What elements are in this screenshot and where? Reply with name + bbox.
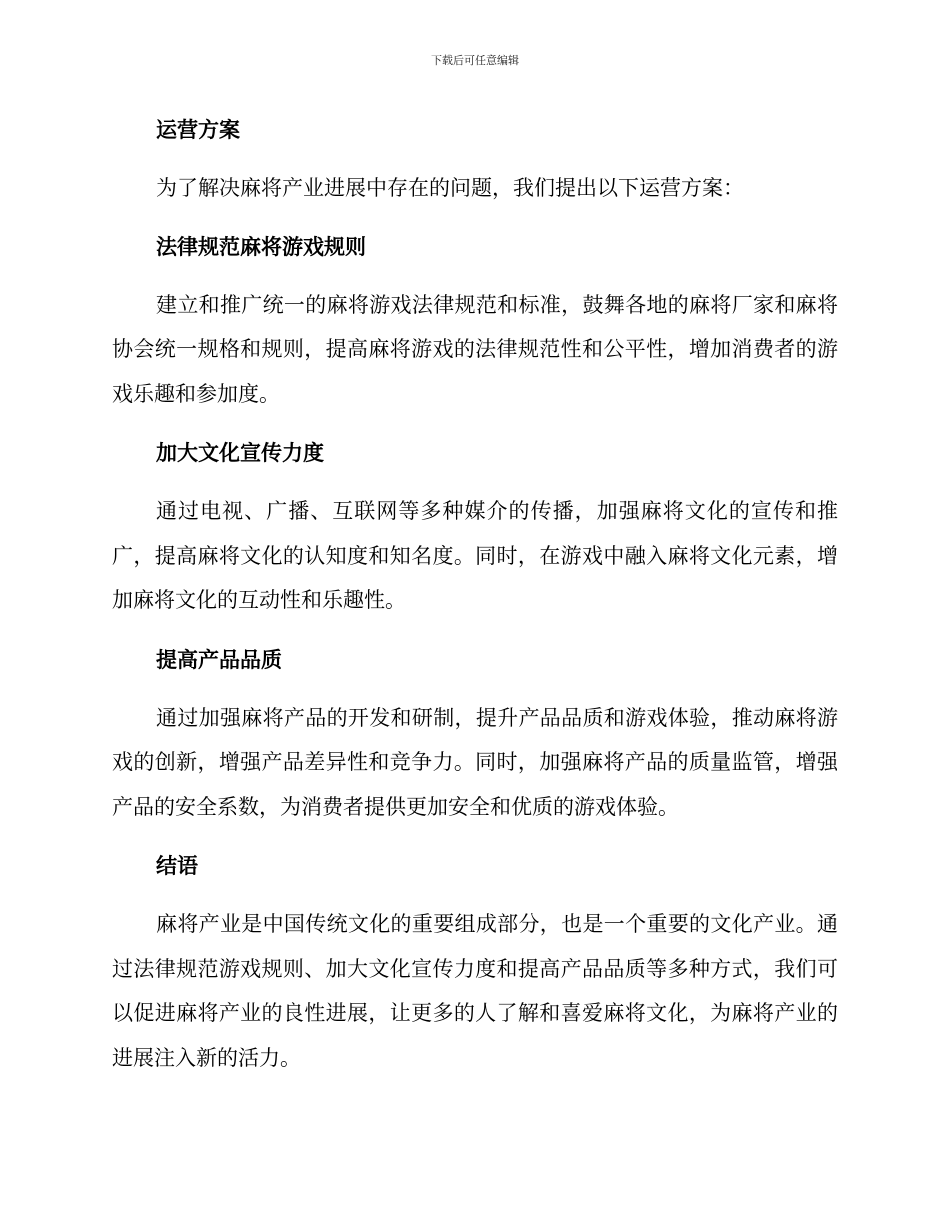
section-heading-product-quality: 提高产品品质 bbox=[156, 647, 282, 672]
intro-paragraph: 为了解决麻将产业进展中存在的问题，我们提出以下运营方案： bbox=[156, 176, 744, 200]
section-heading-legal-rules: 法律规范麻将游戏规则 bbox=[156, 234, 366, 259]
section-heading-conclusion: 结语 bbox=[156, 854, 198, 878]
section-body-product-quality: 通过加强麻将产品的开发和研制，提升产品品质和游戏体验，推动麻将游戏的创新，增强产品差异性和竞争力。同时，加强麻将产品的质量监管，增强产品的安全系数，为消费者提供更加安全和优质的游戏体验。 bbox=[112, 705, 838, 819]
section-heading-culture-promotion: 加大文化宣传力度 bbox=[156, 441, 324, 465]
section-body-culture-promotion: 通过电视、广播、互联网等多种媒介的传播，加强麻将文化的宣传和推广，提高麻将文化的认知度和知名度。同时，在游戏中融入麻将文化元素，增加麻将文化的互动性和乐趣性。 bbox=[112, 499, 838, 612]
document-title: 运营方案 bbox=[156, 118, 240, 142]
page-header-note: 下载后可任意编辑 bbox=[431, 54, 519, 67]
section-body-conclusion: 麻将产业是中国传统文化的重要组成部分，也是一个重要的文化产业。通过法律规范游戏规则、加大文化宣传力度和提高产品品质等多种方式，我们可以促进麻将产业的良性进展，让更多的人了解和喜爱麻将文化，为麻将产业的进展注入新的活力。 bbox=[112, 912, 838, 1070]
section-body-legal-rules: 建立和推广统一的麻将游戏法律规范和标准，鼓舞各地的麻将厂家和麻将协会统一规格和规则，提高麻将游戏的法律规范性和公平性，增加消费者的游戏乐趣和参加度。 bbox=[112, 292, 838, 406]
document-body bbox=[112, 108, 838, 1080]
